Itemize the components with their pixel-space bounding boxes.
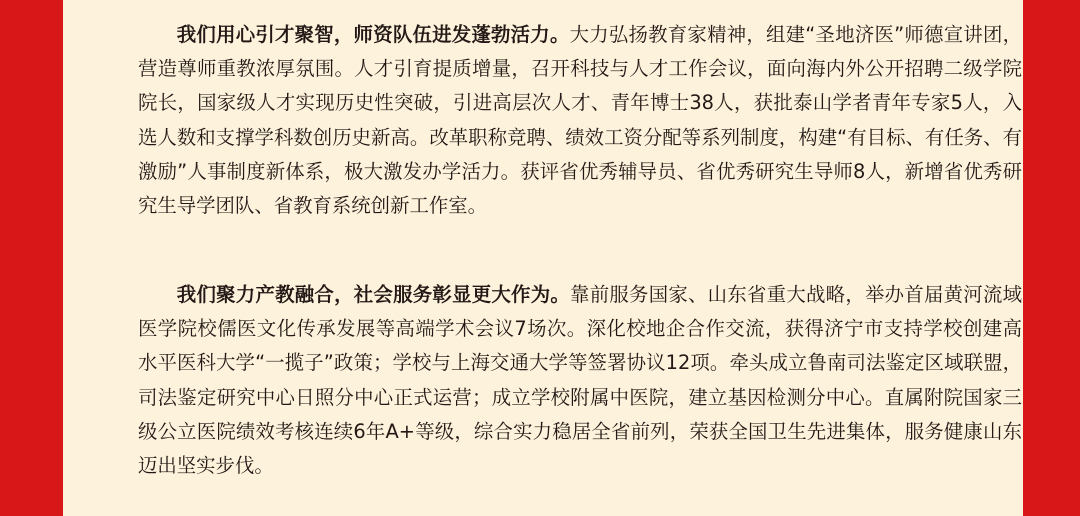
paragraph-body-text: 靠前服务国家、山东省重大战略，举办首届黄河流域医学院校儒医文化传承发展等高端学术会议7场次。深化校地企合作交流，获得济宁市支持学校创建高水平医科大学“一揽子”政策；学校与上海交通大学等签署协议12项。牵头成立鲁南司法鉴定区域联盟，司法鉴定研究中心日照分中心正式运营；成立学校附属中医院，建立基因检测分中心。直属附院国家三级公立医院绩效考核连续6年A+等级，综合实力稳居全省前列，荣获全国卫生先进集体，服务健康山东迈出坚实步伐。 xyxy=(138,283,1023,478)
paragraph-body-text: 大力弘扬教育家精神，组建“圣地济医”师德宣讲团，营造尊师重教浓厚氛围。人才引育提质增量，召开科技与人才工作会议，面向海内外公开招聘二级学院院长，国家级人才实现历史性突破，引进高层次人才、青年博士38人，获批泰山学者青年专家5人，入选人数和支撑学科数创历史新高。改革职称竞聘、绩效工资分配等系列制度，构建“有目标、有任务、有激励”人事制度新体系，极大激发办学活力。获评省优秀辅导员、省优秀研究生导师8人，新增省优秀研究生导学团队、省教育系统创新工作室。 xyxy=(138,23,1023,218)
paragraph-lead-heading: 我们用心引才聚智，师资队伍进发蓬勃活力。 xyxy=(176,23,570,46)
paragraph-industry-education xyxy=(138,278,1022,483)
paragraph-lead-heading: 我们聚力产教融合，社会服务彰显更大作为。 xyxy=(176,283,571,306)
paragraph-talent xyxy=(138,18,1022,223)
article-panel xyxy=(63,0,1023,516)
